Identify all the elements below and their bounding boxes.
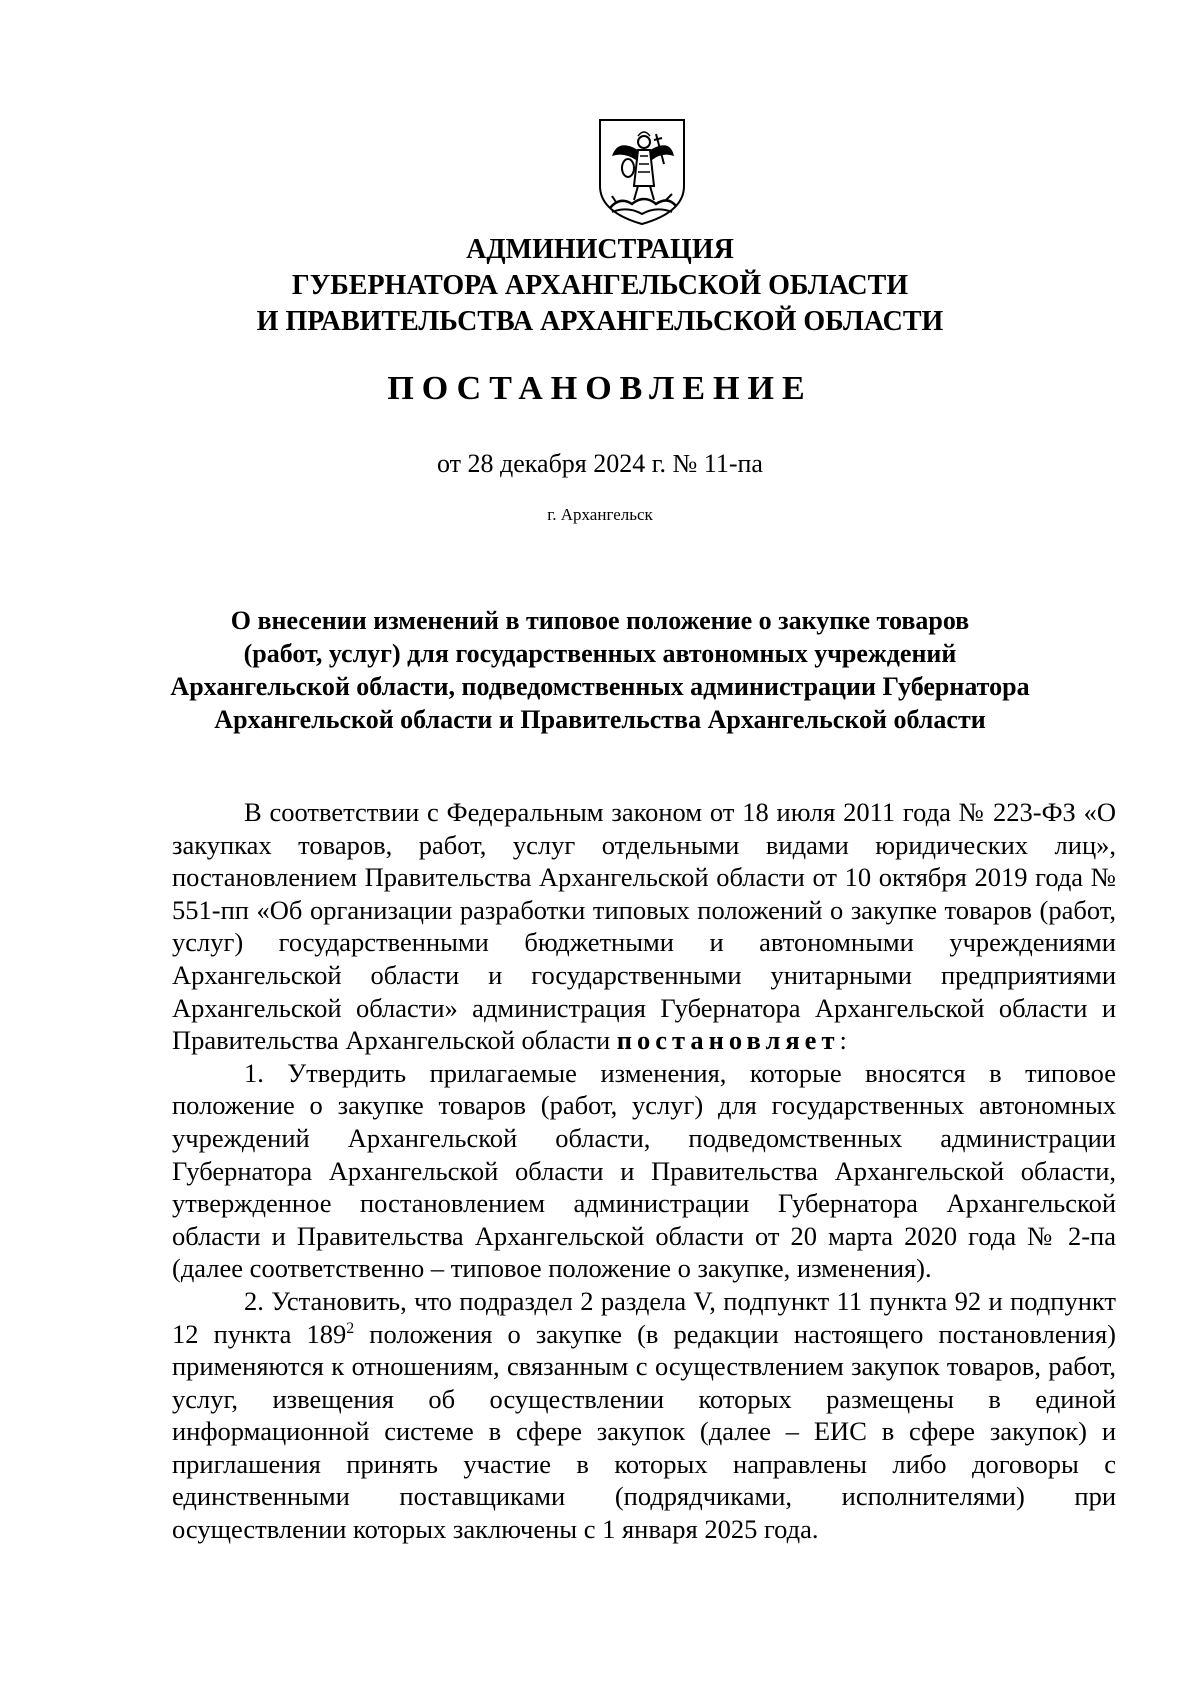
resolves-word: постановляет bbox=[616, 1025, 840, 1056]
org-line-1: АДМИНИСТРАЦИЯ bbox=[466, 234, 734, 265]
preamble-paragraph bbox=[172, 796, 1116, 1057]
coat-of-arms-icon bbox=[594, 116, 690, 228]
resolves-colon: : bbox=[839, 1025, 847, 1056]
document-subject bbox=[0, 604, 1200, 736]
subject-line-1: О внесении изменений в типовое положение о закупке товаров bbox=[230, 606, 970, 635]
subject-line-3: Архангельской области, подведомственных администрации Губернатора bbox=[170, 672, 1030, 701]
document-date-number: от 28 декабря 2024 г. № 11-па bbox=[437, 449, 763, 478]
org-line-2: ГУБЕРНАТОРА АРХАНГЕЛЬСКОЙ ОБЛАСТИ bbox=[291, 270, 909, 301]
item-2-text-b: положения о закупке (в редакции настоящего постановления) применяются к отношениям, связанным с осуществлением закупок товаров, работ, услуг, извещения об осуществлении которых размещены в единой информационной системе в сфере закупок (далее – ЕИС в сфере закупок) и приглашения принять участие в которых направлены либо договоры с единственными поставщиками (подрядчиками, исполнителями) при осуществлении которых заключены с 1 января 2025 года. bbox=[172, 1318, 1116, 1545]
item-2-paragraph bbox=[172, 1285, 1116, 1546]
preamble-text: В соответствии с Федеральным законом от 18 июля 2011 года № 223-ФЗ «О закупках товаров, работ, услуг отдельными видами юридических лиц», постановлением Правительства Архангельской области от 10 октября 2019 года № 551-пп «Об организации разработки типовых положений о закупке товаров (работ, услуг) государственными бюджетными и автономными учреждениями Архангельской области и государственными унитарными предприятиями Архангельской области» администрация Губернатора Архангельской области и Правительства Архангельской области bbox=[172, 797, 1116, 1056]
item-2-superscript: 2 bbox=[346, 1319, 355, 1337]
org-line-3: И ПРАВИТЕЛЬСТВА АРХАНГЕЛЬСКОЙ ОБЛАСТИ bbox=[256, 306, 944, 337]
issuing-authority bbox=[0, 232, 1200, 340]
item-1-paragraph: 1. Утвердить прилагаемые изменения, которые вносятся в типовое положение о закупке товаров (работ, услуг) для государственных автономных учреждений Архангельской области, подведомственных администрации Губернатора Архангельской области и Правительства Архангельской области, утвержденное постановлением администрации Губернатора Архангельской области и Правительства Архангельской области от 20 марта 2020 года № 2-па (далее соответственно – типовое положение о закупке, изменения). bbox=[172, 1057, 1116, 1284]
item-2-text-a: 2. Установить, что подраздел 2 раздела V, подпункт 11 пункта 92 и подпункт 12 пункта 189 bbox=[172, 1285, 1116, 1349]
document-body bbox=[172, 796, 1116, 1546]
document-type-title: ПОСТАНОВЛЕНИЕ bbox=[387, 370, 813, 407]
subject-line-4: Архангельской области и Правительства Архангельской области bbox=[214, 705, 986, 734]
subject-line-2: (работ, услуг) для государственных автономных учреждений bbox=[243, 639, 957, 668]
document-city: г. Архангельск bbox=[547, 505, 653, 524]
